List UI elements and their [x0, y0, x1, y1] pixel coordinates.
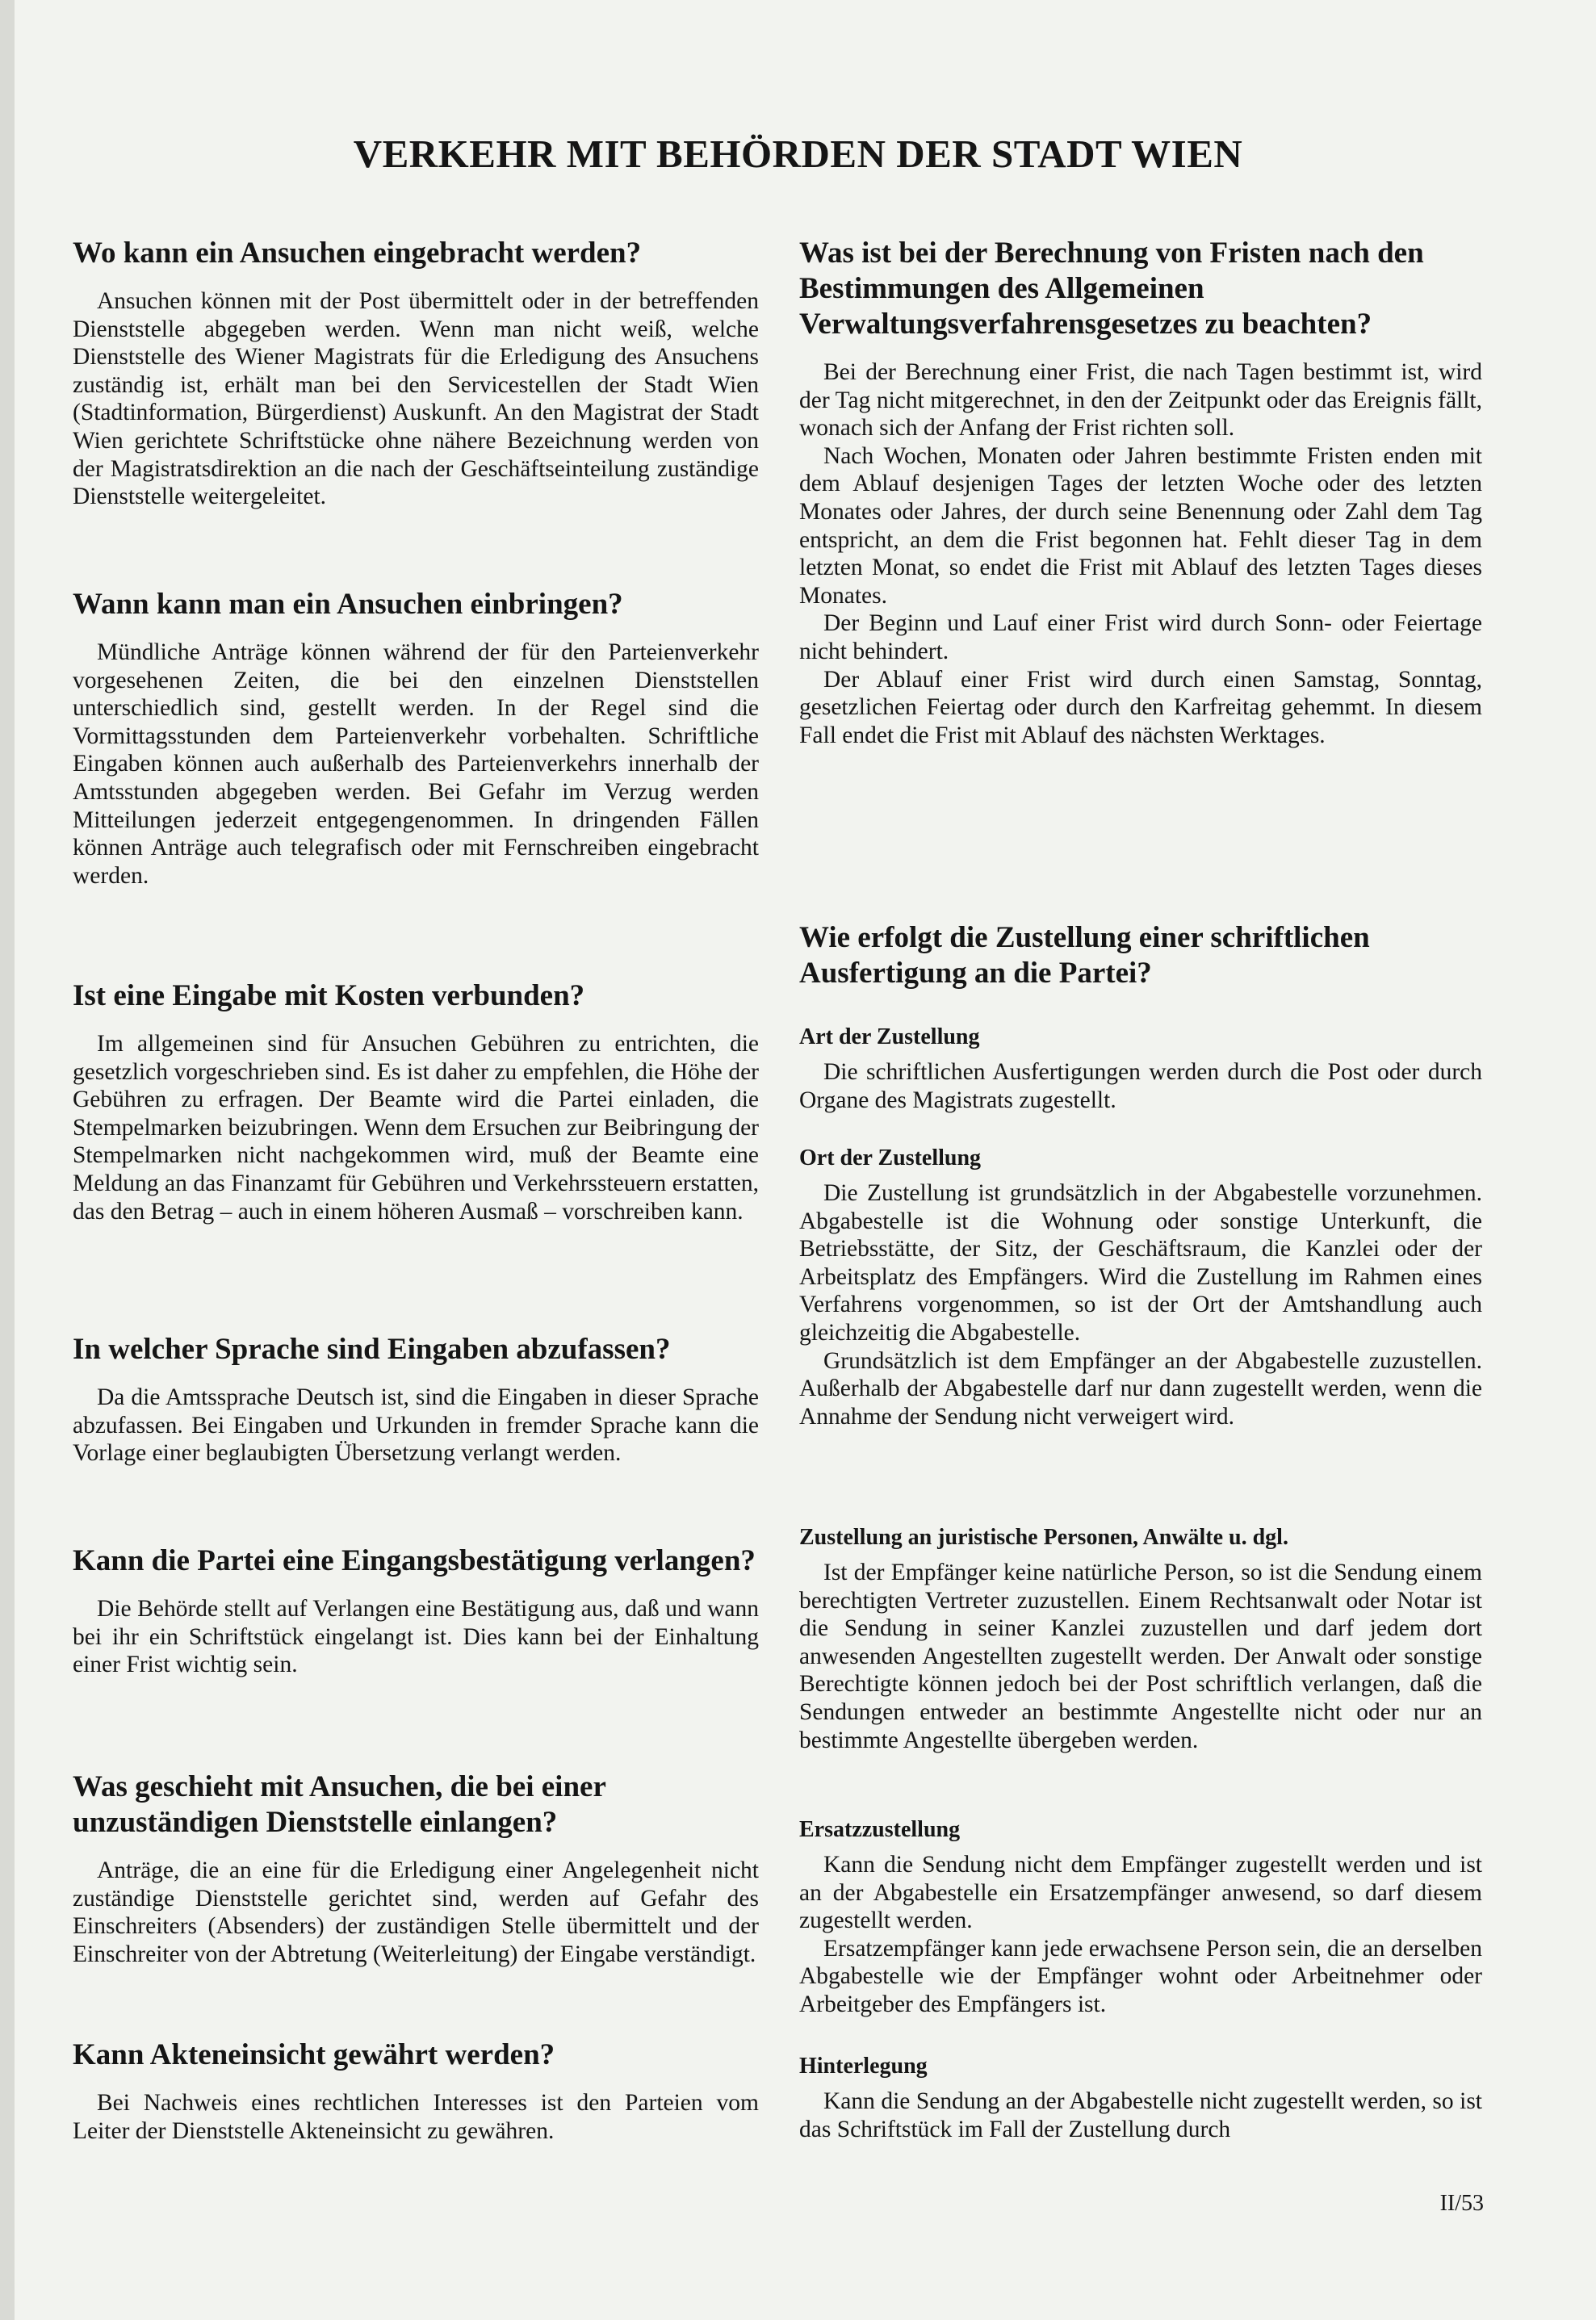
section-paragraph: Die schriftlichen Ausfertigungen werden durch die Post oder durch Organe des Magistrats zugestellt.	[799, 1059, 1482, 1113]
section-einbringung-zeit	[73, 587, 759, 890]
section-paragraph: Bei Nachweis eines rechtlichen Interesses ist den Parteien vom Leiter der Dienststelle Akteneinsicht zu gewähren.	[73, 2090, 759, 2144]
section-heading: Ist eine Eingabe mit Kosten verbunden?	[73, 979, 585, 1012]
subsection-heading: Art der Zustellung	[799, 1024, 980, 1049]
section-paragraph: Mündliche Anträge können während der für den Parteienverkehr vorgesehenen Zeiten, die bei den einzelnen Dienststellen unterschiedlich sind, gestellt werden. In der Regel sind die Vormittagsstunden dem Parteienverkehr vorbehalten. Schriftliche Eingaben können auch außerhalb des Parteienverkehrs innerhalb der Amtsstunden abgegeben werden. Bei Gefahr im Verzug werden Mitteilungen jederzeit entgegengenommen. In dringenden Fällen können Anträge auch telegrafisch oder mit Fernschreiben eingebracht werden.	[73, 639, 759, 889]
section-paragraph: Die Zustellung ist grundsätzlich in der Abgabestelle vorzunehmen. Abgabestelle ist die Wohnung oder sonstige Unterkunft, die Betriebsstätte, der Sitz, der Geschäftsraum, die Kanzlei oder der Arbeitsplatz des Empfängers. Wird die Zustellung im Rahmen eines Verfahrens vorgenommen, so ist der Ort der Amtshandlung auch gleichzeitig die Abgabestelle.	[799, 1180, 1482, 1346]
section-heading: Wo kann ein Ansuchen eingebracht werden?	[73, 237, 642, 270]
section-paragraph: Kann die Sendung nicht dem Empfänger zugestellt werden und ist an der Abgabestelle ein Ersatzempfänger anwesend, so darf diesem zugestellt werden.	[799, 1852, 1482, 1934]
section-sprache	[73, 1332, 759, 1468]
section-paragraph: Ersatzempfänger kann jede erwachsene Person sein, die an derselben Abgabestelle wie der Empfänger wohnt oder Arbeitnehmer oder Arbeitgeber des Empfängers ist.	[799, 1935, 1482, 2017]
section-paragraph: Nach Wochen, Monaten oder Jahren bestimmte Fristen enden mit dem Ablauf desjenigen Tages der letzten Woche oder des letzten Monates oder Jahres, der durch seine Benennung oder Zahl dem Tag entspricht, an dem die Frist begonnen hat. Fehlt dieser Tag in dem letzten Monat, so endet die Frist mit Ablauf des letzten Tages dieses Monates.	[799, 442, 1482, 609]
section-paragraph: Anträge, die an eine für die Erledigung einer Angelegenheit nicht zuständige Dienststelle gerichtet sind, werden auf Gefahr des Einschreiters (Absenders) der zuständigen Stelle übermittelt und der Einschreiter von der Abtretung (Weiterleitung) der Eingabe verständigt.	[73, 1857, 759, 1967]
subsection-ort	[799, 1144, 1482, 1430]
section-heading: Kann Akteneinsicht gewährt werden?	[73, 2038, 555, 2071]
subsection-heading: Hinterlegung	[799, 2054, 928, 2079]
subsection-heading: Ort der Zustellung	[799, 1145, 982, 1170]
section-paragraph: Der Beginn und Lauf einer Frist wird durch Sonn- oder Feiertage nicht behindert.	[799, 610, 1482, 664]
section-fristen	[799, 236, 1482, 749]
subsection-heading: Ersatzzustellung	[799, 1817, 961, 1842]
section-heading: Kann die Partei eine Eingangsbestätigung verlangen?	[73, 1544, 756, 1577]
subsection-hinterlegung	[799, 2052, 1482, 2143]
subsection-ersatzzustellung	[799, 1815, 1482, 2019]
section-paragraph: Der Ablauf einer Frist wird durch einen Samstag, Sonntag, gesetzlichen Feiertag oder durch den Karfreitag gehemmt. In diesem Fall endet die Frist mit Ablauf des nächsten Werktages.	[799, 666, 1482, 748]
subsection-heading: Zustellung an juristische Personen, Anwälte u. dgl.	[799, 1525, 1288, 1550]
section-paragraph: Im allgemeinen sind für Ansuchen Gebühren zu entrichten, die gesetzlich vorgeschrieben sind. Es ist daher zu empfehlen, die Höhe der Gebühren zu erfragen. Der Beamte wird die Partei einladen, die Stempelmarken beizubringen. Wenn dem Ersuchen zur Beibringung der Stempelmarken nicht nachgekommen wird, muß der Beamte eine Meldung an das Finanzamt für Gebühren und Verkehrssteuern erstatten, das den Betrag – auch in einem höheren Ausmaß – vorschreiben kann.	[73, 1031, 759, 1225]
section-paragraph: Da die Amtssprache Deutsch ist, sind die Eingaben in dieser Sprache abzufassen. Bei Eingaben und Urkunden in fremder Sprache kann die Vorlage einer beglaubigten Übersetzung verlangt werden.	[73, 1384, 759, 1467]
section-akteneinsicht	[73, 2037, 759, 2145]
scan-edge	[0, 0, 15, 2320]
page-title: VERKEHR MIT BEHÖRDEN DER STADT WIEN	[353, 132, 1243, 176]
section-paragraph: Kann die Sendung an der Abgabestelle nicht zugestellt werden, so ist das Schriftstück im Fall der Zustellung durch	[799, 2088, 1482, 2142]
section-kosten	[73, 978, 759, 1225]
section-einbringung-ort	[73, 236, 759, 511]
section-zustellung	[799, 920, 1482, 1007]
section-paragraph: Bei der Berechnung einer Frist, die nach Tagen bestimmt ist, wird der Tag nicht mitgerechnet, in den der Zeitpunkt oder das Ereignis fällt, wonach sich der Anfang der Frist richten soll.	[799, 359, 1482, 442]
section-heading: Was geschieht mit Ansuchen, die bei einer unzuständigen Dienststelle einlangen?	[73, 1770, 606, 1839]
section-paragraph: Ansuchen können mit der Post übermittelt oder in der betreffenden Dienststelle abgegeben werden. Wenn man nicht weiß, welche Dienststelle des Wiener Magistrats für die Erledigung des Ansuchens zuständig ist, erhält man bei den Servicestellen der Stadt Wien (Stadtinformation, Bürgerdienst) Auskunft. An den Magistrat der Stadt Wien gerichtete Schriftstücke ohne nähere Bezeichnung werden von der Magistratsdirektion an die nach der Geschäftseinteilung zuständige Dienststelle weitergeleitet.	[73, 288, 759, 510]
section-paragraph: Die Behörde stellt auf Verlangen eine Bestätigung aus, daß und wann bei ihr ein Schriftstück eingelangt ist. Dies kann bei der Einhaltung einer Frist wichtig sein.	[73, 1596, 759, 1678]
section-paragraph: Grundsätzlich ist dem Empfänger an der Abgabestelle zuzustellen. Außerhalb der Abgabestelle darf nur dann zugestellt werden, wenn die Annahme der Sendung nicht verweigert wird.	[799, 1347, 1482, 1430]
section-heading: Was ist bei der Berechnung von Fristen nach den Bestimmungen des Allgemeinen Verwaltungsverfahrensgesetzes zu beachten?	[799, 237, 1424, 341]
section-paragraph: Ist der Empfänger keine natürliche Person, so ist die Sendung einem berechtigten Vertreter zuzustellen. Einem Rechtsanwalt oder Notar ist die Sendung in seiner Kanzlei zuzustellen und darf jedem dort anwesenden Angestellten zugestellt werden. Der Anwalt oder sonstige Berechtigte können jedoch bei der Post schriftlich verlangen, daß die Sendungen entweder an bestimmte Angestellte nicht oder nur an bestimmte Angestellte übergeben werden.	[799, 1560, 1482, 1753]
page-number: II/53	[1439, 2191, 1484, 2216]
subsection-art	[799, 1023, 1482, 1114]
section-heading: In welcher Sprache sind Eingaben abzufassen?	[73, 1333, 671, 1366]
subsection-juristische-personen	[799, 1523, 1482, 1754]
section-unzustaendig	[73, 1769, 759, 1968]
section-eingangsbestaetigung	[73, 1543, 759, 1679]
section-heading: Wie erfolgt die Zustellung einer schriftlichen Ausfertigung an die Partei?	[799, 921, 1370, 990]
section-heading: Wann kann man ein Ansuchen einbringen?	[73, 588, 623, 621]
